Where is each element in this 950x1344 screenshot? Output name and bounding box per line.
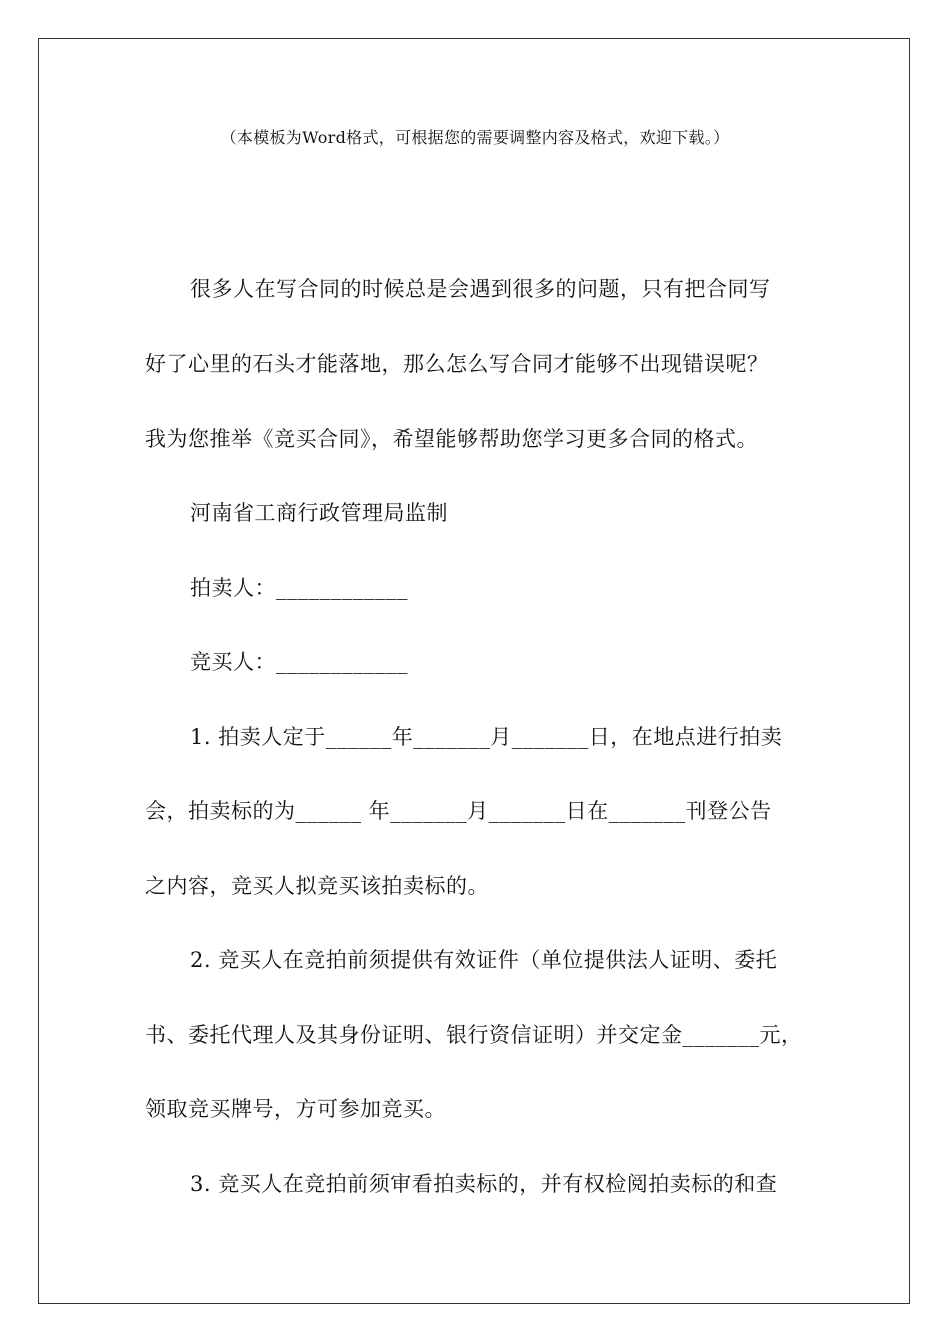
clause-3-line-1: 3. 竞买人在竞拍前须审看拍卖标的，并有权检阅拍卖标的和查: [190, 1172, 778, 1196]
intro-line-2: 好了心里的石头才能落地，那么怎么写合同才能够不出现错误呢？: [145, 352, 769, 376]
clause-1-line-2: 会，拍卖标的为______ 年_______月_______日在_______刊登公告: [145, 799, 772, 823]
intro-line-1: 很多人在写合同的时候总是会遇到很多的问题，只有把合同写: [190, 277, 771, 301]
bidder-field: 竞买人：____________: [190, 650, 408, 674]
template-notice: （本模板为Word格式，可根据您的需要调整内容及格式，欢迎下载。）: [220, 128, 730, 147]
clause-2-line-3: 领取竞买牌号，方可参加竞买。: [145, 1097, 446, 1121]
auctioneer-field: 拍卖人：____________: [190, 576, 408, 600]
supervisor-line: 河南省工商行政管理局监制: [190, 501, 448, 525]
clause-2-line-1: 2. 竞买人在竞拍前须提供有效证件（单位提供法人证明、委托: [190, 948, 778, 972]
clause-1-line-1: 1. 拍卖人定于______年_______月_______日，在地点进行拍卖: [190, 725, 783, 749]
clause-1-line-3: 之内容，竞买人拟竞买该拍卖标的。: [145, 874, 489, 898]
intro-line-3: 我为您推举《竞买合同》，希望能够帮助您学习更多合同的格式。: [145, 427, 758, 451]
clause-2-line-2: 书、委托代理人及其身份证明、银行资信证明）并交定金_______元，: [145, 1023, 803, 1047]
